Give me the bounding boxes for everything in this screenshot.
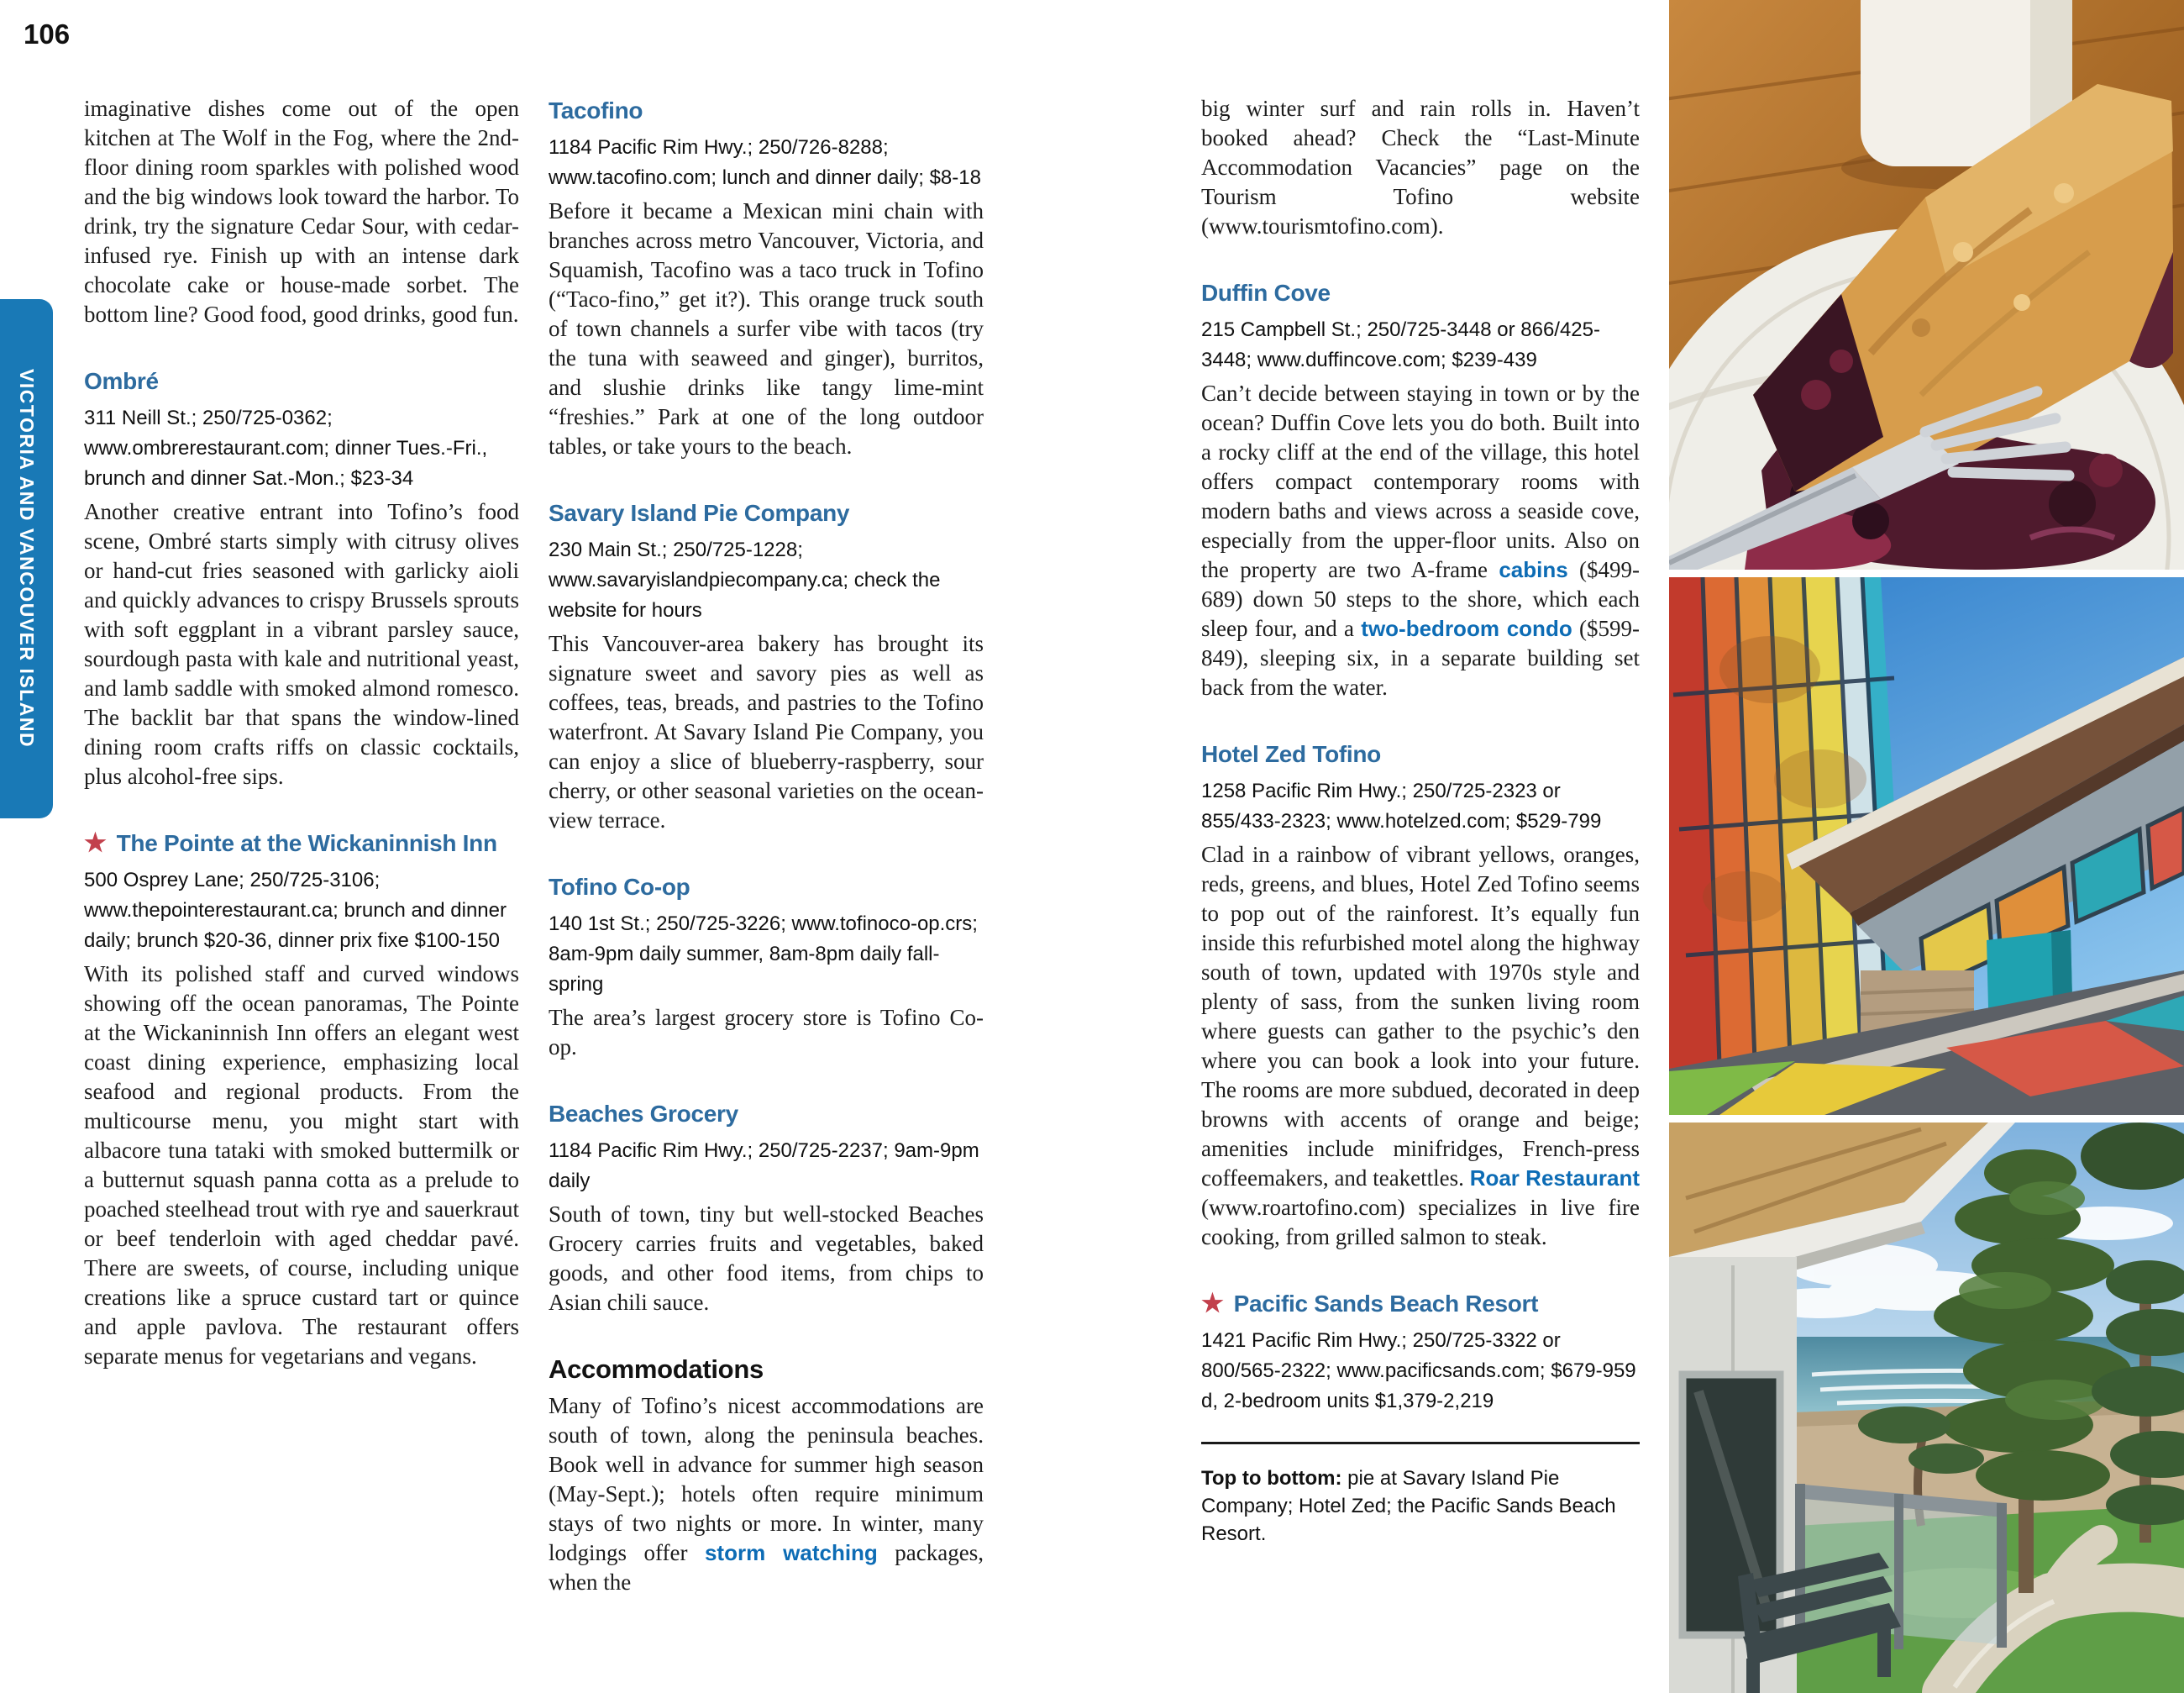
- heading-pointe-label: The Pointe at the Wickaninnish Inn: [116, 830, 497, 856]
- body-hotel-zed: [1201, 840, 1640, 1252]
- intro-continuation: big winter surf and rain rolls in. Haven’t booked ahead? Check the “Last-Minute Accommodation Vacancies” page on the Tourism Tofino website (www.tourismtofino.com).: [1201, 96, 1640, 239]
- body-duffin: [1201, 379, 1640, 702]
- body-beaches: South of town, tiny but well-stocked Beaches Grocery carries fruits and vegetables, baked goods, and other food items, from chips to Asian chili sauce.: [549, 1201, 984, 1315]
- body-pointe: With its polished staff and curved windows showing off the ocean panoramas, The Pointe at the Wickaninnish Inn offers an elegant west coast dining experience, emphasizing local seafood and regional products. From the multicourse menu, you might start with albacore tuna tataki with smoked buttermilk or a butternut squash panna cotta as a prelude to poached steelhead trout with rye and sauerkraut or beef tenderloin with aged cheddar pavé. There are sweets, of course, including unique creations like a spruce custard tart or quince and apple pavlova. The restaurant offers separate menus for vegetarians and vegans.: [84, 961, 519, 1369]
- heading-coop: Tofino Co-op: [549, 874, 690, 900]
- chapter-tab-label: VICTORIA AND VANCOUVER ISLAND: [16, 369, 38, 749]
- heading-pacific-sands: [1201, 1287, 1640, 1321]
- heading-pacific-sands-label: Pacific Sands Beach Resort: [1233, 1291, 1539, 1317]
- text-run: Can’t decide between staying in town or by the ocean? Duffin Cove lets you do both. Built into a rocky cliff at the end of the village, this hotel offers compact contemporary rooms with modern baths and views across a seaside cove, especially from the upper-floor units. Also on the property are two A-frame: [1201, 381, 1640, 582]
- pie-photo: [1669, 0, 2184, 570]
- star-icon: ★: [84, 829, 107, 857]
- body-accommodations: [549, 1391, 984, 1597]
- body-ombre: Another creative entrant into Tofino’s food scene, Ombré starts simply with citrusy olives or hand-cut fries seasoned with garlicky aioli and quickly advances to crispy Brussels sprouts with soft eggplant in a vibrant parsley sauce, sourdough pasta with kale and nutritional yeast, and lamb saddle with smoked almond romesco. The backlit bar that spans the window-lined dining room crafts riffs on classic cocktails, plus alcohol-free sips.: [84, 499, 519, 789]
- link-roar-restaurant[interactable]: Roar Restaurant: [1469, 1165, 1640, 1191]
- caption-lead: Top to bottom:: [1201, 1467, 1342, 1490]
- text-run: ($499-689) down 50 steps to the shore, which each sleep four, and a: [1201, 557, 1640, 641]
- text-run: ($599-849), sleeping six, in a separate building set back from the water.: [1201, 616, 1640, 700]
- link-cabins[interactable]: cabins: [1499, 557, 1568, 582]
- photo-caption: [1201, 1464, 1640, 1548]
- column-3: [1201, 94, 1640, 1568]
- heading-accommodations: Accommodations: [549, 1354, 764, 1384]
- address-ombre: 311 Neill St.; 250/725-0362; www.ombrerestaurant.com; dinner Tues.-Fri., brunch and dinner Sat.-Mon.; $23-34: [84, 407, 488, 490]
- link-two-bedroom-condo[interactable]: two-bedroom condo: [1361, 616, 1572, 641]
- link-storm-watching[interactable]: storm watching: [704, 1540, 878, 1565]
- address-savary: 230 Main St.; 250/725-1228; www.savaryislandpiecompany.ca; check the website for hours: [549, 539, 941, 622]
- chapter-tab[interactable]: [0, 299, 53, 818]
- address-coop: 140 1st St.; 250/725-3226; www.tofinoco-op.crs; 8am-9pm daily summer, 8am-8pm daily fall-spring: [549, 912, 978, 996]
- caption-text: pie at Savary Island Pie Company; Hotel Zed; the Pacific Sands Beach Resort.: [1201, 1467, 1616, 1545]
- page-number: 106: [24, 18, 71, 50]
- text-run: (www.roartofino.com) specializes in live fire cooking, from grilled salmon to steak.: [1201, 1195, 1640, 1249]
- text-run: Many of Tofino’s nicest accommodations are south of town, along the peninsula beaches. Book well in advance for summer high season (May-Sept.); hotels often require minimum stays of two nights or more. In winter, many lodgings offer: [549, 1393, 984, 1565]
- body-savary: This Vancouver-area bakery has brought its signature sweet and savory pies as well as coffees, teas, breads, and pastries to the Tofino waterfront. At Savary Island Pie Company, you can enjoy a slice of blueberry-raspberry, sour cherry, or other seasonal varieties on the ocean-view terrace.: [549, 631, 984, 833]
- heading-tacofino: Tacofino: [549, 97, 643, 124]
- body-tacofino: Before it became a Mexican mini chain with branches across metro Vancouver, Victoria, and Squamish, Tacofino was a taco truck in Tofino (“Taco-fino,” get it?). This orange truck south of town channels a surfer vibe with tacos (try the tuna with seaweed and ginger), burritos, and slushie drinks like tangy lime-mint “freshies.” Park at one of the long outdoor tables, or take yours to the beach.: [549, 198, 984, 459]
- heading-savary: Savary Island Pie Company: [549, 500, 850, 526]
- address-duffin: 215 Campbell St.; 250/725-3448 or 866/425-3448; www.duffincove.com; $239-439: [1201, 318, 1600, 371]
- heading-hotel-zed: Hotel Zed Tofino: [1201, 741, 1381, 767]
- heading-pointe: [84, 827, 519, 860]
- hotel-zed-photo: [1669, 577, 2184, 1115]
- text-run: Clad in a rainbow of vibrant yellows, oranges, reds, greens, and blues, Hotel Zed Tofino seems to pop out of the rainforest. It’s equally fun inside this refurbished motel along the highway south of town, updated with 1970s style and plenty of sass, from the sunken living room where guests can gather to the psychic’s den where you can book a look into your future. The rooms are more subdued, decorated in deep browns with accents of orange and beige; amenities include minifridges, French-press coffeemakers, and teakettles.: [1201, 842, 1640, 1191]
- heading-beaches: Beaches Grocery: [549, 1101, 738, 1127]
- column-2: [549, 94, 984, 1597]
- address-beaches: 1184 Pacific Rim Hwy.; 250/725-2237; 9am-9pm daily: [549, 1139, 979, 1192]
- beach-resort-photo: [1669, 1123, 2184, 1693]
- address-pointe: 500 Osprey Lane; 250/725-3106; www.thepointerestaurant.ca; brunch and dinner daily; brunch $20-36, dinner prix fixe $100-150: [84, 869, 507, 952]
- caption-divider: [1201, 1442, 1640, 1444]
- body-coop: The area’s largest grocery store is Tofino Co-op.: [549, 1005, 984, 1059]
- heading-duffin: Duffin Cove: [1201, 280, 1331, 306]
- intro-paragraph: imaginative dishes come out of the open kitchen at The Wolf in the Fog, where the 2nd-floor dining room sparkles with polished wood and the big windows look toward the harbor. To drink, try the signature Cedar Sour, with cedar-infused rye. Finish up with an intense dark chocolate cake or house-made sorbet. The bottom line? Good food, good drinks, good fun.: [84, 96, 519, 327]
- star-icon: ★: [1201, 1290, 1224, 1317]
- column-1: [84, 94, 519, 1371]
- text-run: packages, when the: [549, 1540, 984, 1595]
- address-pacific-sands: 1421 Pacific Rim Hwy.; 250/725-3322 or 800/565-2322; www.pacificsands.com; $679-959 d, 2-bedroom units $1,379-2,219: [1201, 1329, 1636, 1412]
- address-tacofino: 1184 Pacific Rim Hwy.; 250/726-8288; www.tacofino.com; lunch and dinner daily; $8-18: [549, 136, 981, 189]
- address-hotel-zed: 1258 Pacific Rim Hwy.; 250/725-2323 or 855/433-2323; www.hotelzed.com; $529-799: [1201, 780, 1602, 833]
- heading-ombre: Ombré: [84, 368, 159, 394]
